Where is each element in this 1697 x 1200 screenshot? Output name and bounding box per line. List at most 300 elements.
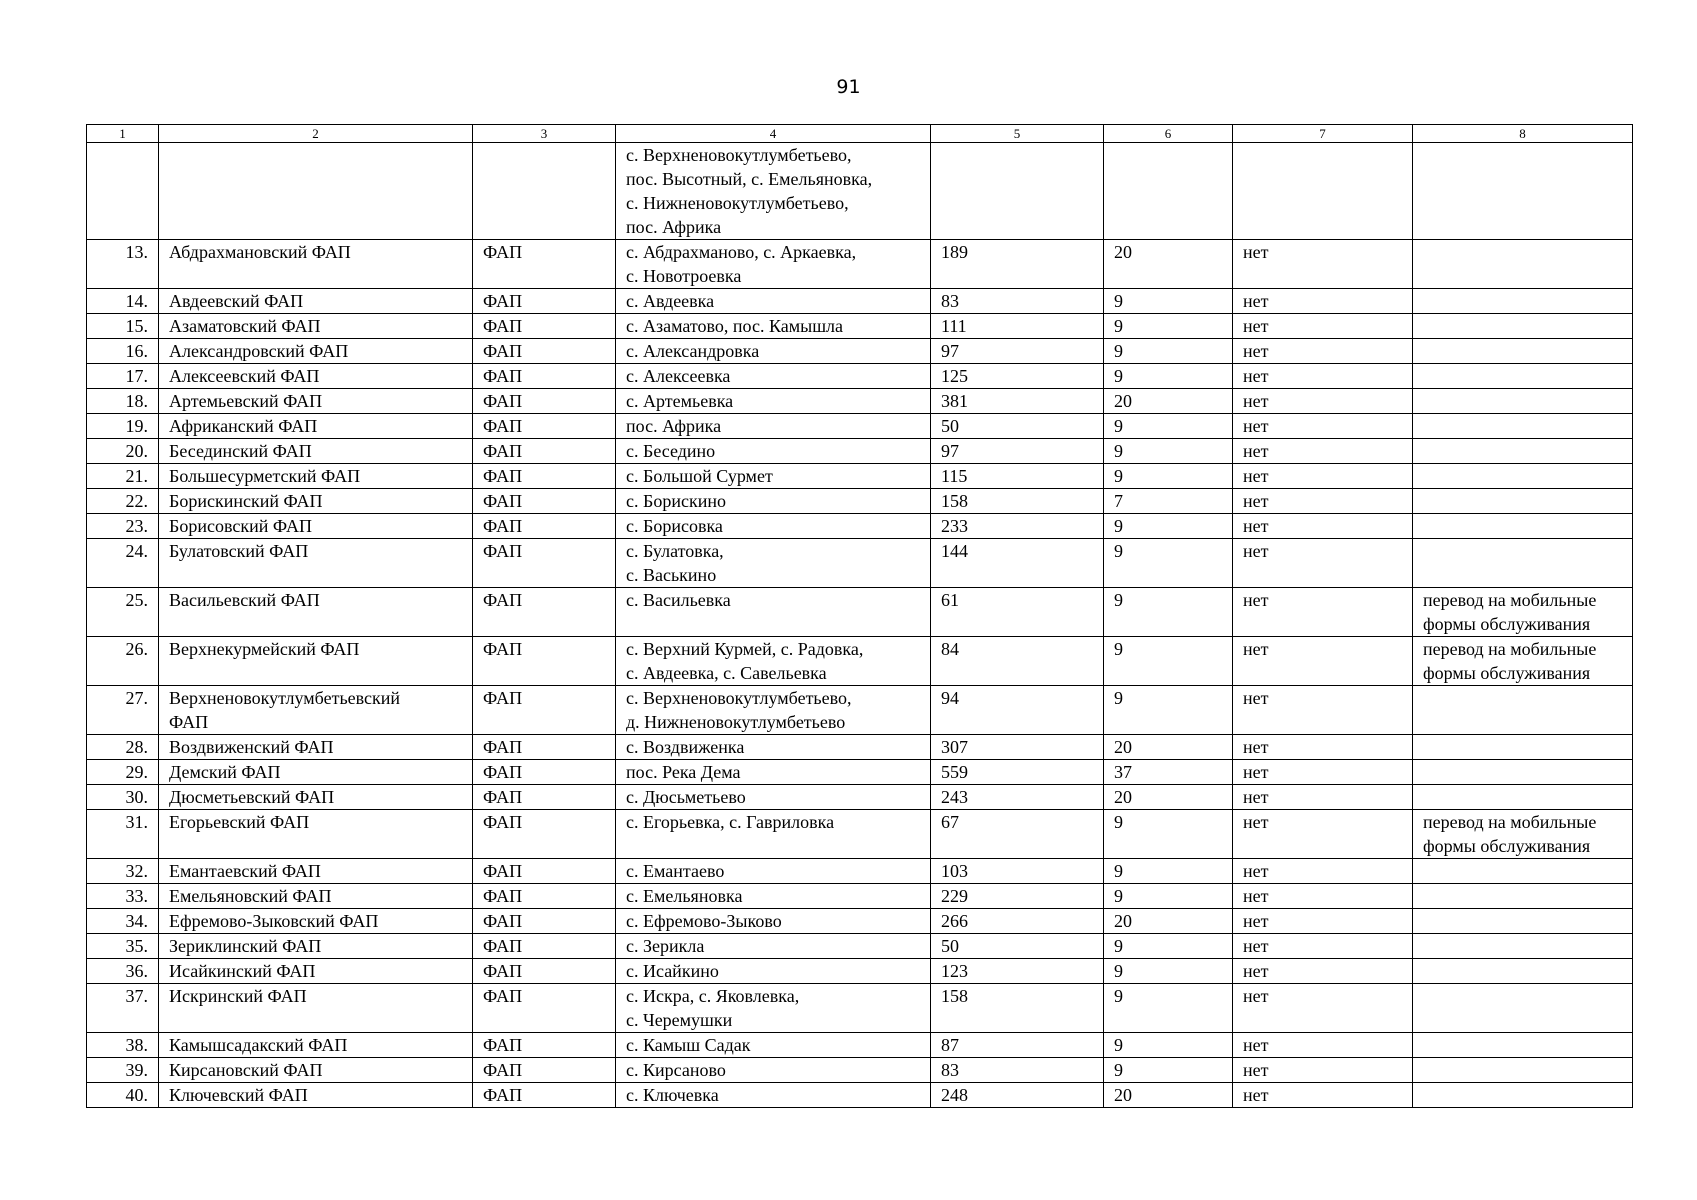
facility-name <box>159 959 473 984</box>
col7-value: нет <box>1233 414 1413 439</box>
col8-note <box>1413 686 1633 735</box>
row-number: 14. <box>87 289 159 314</box>
location-line: с. Егорьевка, с. Гавриловка <box>626 812 835 832</box>
facility-type: ФАП <box>473 588 616 637</box>
facility-type: ФАП <box>473 984 616 1033</box>
row-number: 19. <box>87 414 159 439</box>
served-localities <box>616 859 931 884</box>
facility-type: ФАП <box>473 1083 616 1108</box>
facility-name <box>159 1033 473 1058</box>
col7-value: нет <box>1233 289 1413 314</box>
row-number: 28. <box>87 735 159 760</box>
col8-note <box>1413 984 1633 1033</box>
col8-note <box>1413 909 1633 934</box>
facility-name-line: Авдеевский ФАП <box>169 291 304 311</box>
location-line: с. Искра, с. Яковлевка, <box>626 986 800 1006</box>
facility-name-line: Азаматовский ФАП <box>169 316 321 336</box>
facility-name <box>159 364 473 389</box>
served-localities <box>616 364 931 389</box>
location-line: с. Дюсьметьево <box>626 787 746 807</box>
col7-value: нет <box>1233 1083 1413 1108</box>
facility-name-line: Емельяновский ФАП <box>169 886 332 906</box>
facility-type: ФАП <box>473 389 616 414</box>
facility-name-line: Зериклинский ФАП <box>169 936 322 956</box>
facility-type: ФАП <box>473 289 616 314</box>
facility-type: ФАП <box>473 760 616 785</box>
served-localities <box>616 686 931 735</box>
location-line: с. Зерикла <box>626 936 705 956</box>
row-number: 20. <box>87 439 159 464</box>
col5-value: 115 <box>931 464 1104 489</box>
col6-value: 9 <box>1104 339 1233 364</box>
col6-value: 9 <box>1104 1058 1233 1083</box>
facility-name <box>159 539 473 588</box>
location-line: с. Алексеевка <box>626 366 731 386</box>
col8-note <box>1413 884 1633 909</box>
facility-type: ФАП <box>473 439 616 464</box>
col6-value: 9 <box>1104 1033 1233 1058</box>
note-line: перевод на мобильные <box>1423 812 1597 832</box>
table-row <box>87 934 1633 959</box>
row-number: 29. <box>87 760 159 785</box>
facility-type: ФАП <box>473 959 616 984</box>
col7-value: нет <box>1233 760 1413 785</box>
col8-note <box>1413 588 1633 637</box>
col8-note <box>1413 959 1633 984</box>
facility-type: ФАП <box>473 1058 616 1083</box>
col5-value: 381 <box>931 389 1104 414</box>
facility-type: ФАП <box>473 314 616 339</box>
note-line: формы обслуживания <box>1423 614 1591 634</box>
row-number: 23. <box>87 514 159 539</box>
col5-value: 94 <box>931 686 1104 735</box>
col5-value: 83 <box>931 289 1104 314</box>
facility-name <box>159 240 473 289</box>
facility-name-line: Алексеевский ФАП <box>169 366 320 386</box>
col6-value: 9 <box>1104 884 1233 909</box>
column-number-header-row <box>87 125 1633 143</box>
row-number: 27. <box>87 686 159 735</box>
served-localities <box>616 760 931 785</box>
facility-name <box>159 859 473 884</box>
served-localities <box>616 439 931 464</box>
col5-value: 83 <box>931 1058 1104 1083</box>
table-row <box>87 909 1633 934</box>
facility-name <box>159 884 473 909</box>
location-line: пос. Река Дема <box>626 762 741 782</box>
col8-cell <box>1413 143 1633 240</box>
row-number: 37. <box>87 984 159 1033</box>
facility-type: ФАП <box>473 414 616 439</box>
col8-note <box>1413 1058 1633 1083</box>
facility-type: ФАП <box>473 539 616 588</box>
table-row <box>87 785 1633 810</box>
page-number: 91 <box>836 76 861 98</box>
facility-name-line: Африканский ФАП <box>169 416 318 436</box>
facility-name <box>159 934 473 959</box>
facility-name-line: Верхнекурмейский ФАП <box>169 639 360 659</box>
facility-name <box>159 735 473 760</box>
table-row <box>87 1033 1633 1058</box>
col8-note <box>1413 339 1633 364</box>
location-line: пос. Африка <box>626 416 722 436</box>
facility-name <box>159 637 473 686</box>
facility-name <box>159 514 473 539</box>
note-line: перевод на мобильные <box>1423 639 1597 659</box>
row-number: 21. <box>87 464 159 489</box>
col7-value: нет <box>1233 1058 1413 1083</box>
facility-type: ФАП <box>473 810 616 859</box>
col6-value: 20 <box>1104 1083 1233 1108</box>
col6-value: 9 <box>1104 588 1233 637</box>
table-row <box>87 339 1633 364</box>
location-line: с. Авдеевка, с. Савельевка <box>626 663 827 683</box>
col5-value: 243 <box>931 785 1104 810</box>
facility-name <box>159 489 473 514</box>
facility-type: ФАП <box>473 934 616 959</box>
table-row <box>87 984 1633 1033</box>
location-line: с. Верхненовокутлумбетьево, <box>626 688 852 708</box>
col7-value: нет <box>1233 1033 1413 1058</box>
location-line: с. Васькино <box>626 565 717 585</box>
facility-type: ФАП <box>473 240 616 289</box>
row-number: 33. <box>87 884 159 909</box>
col7-value: нет <box>1233 810 1413 859</box>
col5-value: 125 <box>931 364 1104 389</box>
facility-name-line: Дюсметьевский ФАП <box>169 787 335 807</box>
facility-name-line: Борискинский ФАП <box>169 491 323 511</box>
facility-name <box>159 439 473 464</box>
col6-value: 9 <box>1104 934 1233 959</box>
col8-note <box>1413 314 1633 339</box>
location-line: пос. Высотный, с. Емельяновка, <box>626 169 873 189</box>
table-row <box>87 637 1633 686</box>
col5-value: 189 <box>931 240 1104 289</box>
col6-value: 9 <box>1104 364 1233 389</box>
facility-name <box>159 785 473 810</box>
location-line: с. Верхненовокутлумбетьево, <box>626 145 852 165</box>
col5-value: 144 <box>931 539 1104 588</box>
col8-note <box>1413 810 1633 859</box>
facility-type: ФАП <box>473 686 616 735</box>
served-localities <box>616 909 931 934</box>
facility-type: ФАП <box>473 514 616 539</box>
col7-value: нет <box>1233 314 1413 339</box>
table-row <box>87 1083 1633 1108</box>
col6-value: 9 <box>1104 314 1233 339</box>
served-localities <box>616 339 931 364</box>
facility-type: ФАП <box>473 464 616 489</box>
location-line: с. Артемьевка <box>626 391 734 411</box>
facility-name <box>159 339 473 364</box>
col5-value: 158 <box>931 984 1104 1033</box>
col8-note <box>1413 934 1633 959</box>
table-row <box>87 389 1633 414</box>
served-localities <box>616 984 931 1033</box>
col5-value: 248 <box>931 1083 1104 1108</box>
location-line: с. Емантаево <box>626 861 725 881</box>
served-localities <box>616 489 931 514</box>
facility-type: ФАП <box>473 364 616 389</box>
column-header: 7 <box>1233 125 1413 143</box>
col7-value: нет <box>1233 909 1413 934</box>
served-localities <box>616 959 931 984</box>
column-header: 3 <box>473 125 616 143</box>
facility-type: ФАП <box>473 489 616 514</box>
col5-value: 97 <box>931 339 1104 364</box>
col7-value: нет <box>1233 637 1413 686</box>
facility-name-line: Большесурметский ФАП <box>169 466 361 486</box>
location-line: с. Камыш Садак <box>626 1035 751 1055</box>
row-number: 24. <box>87 539 159 588</box>
facility-type: ФАП <box>473 339 616 364</box>
facility-name-line: Камышсадакский ФАП <box>169 1035 348 1055</box>
facility-name <box>159 984 473 1033</box>
served-localities <box>616 785 931 810</box>
table-row <box>87 686 1633 735</box>
location-line: с. Александровка <box>626 341 760 361</box>
facility-name-line: Исайкинский ФАП <box>169 961 316 981</box>
col7-value: нет <box>1233 339 1413 364</box>
col7-value: нет <box>1233 785 1413 810</box>
col8-note <box>1413 240 1633 289</box>
col7-value: нет <box>1233 588 1413 637</box>
col6-value: 20 <box>1104 389 1233 414</box>
col6-value: 20 <box>1104 909 1233 934</box>
col7-value: нет <box>1233 514 1413 539</box>
table-row <box>87 1058 1633 1083</box>
col7-cell <box>1233 143 1413 240</box>
facility-name-line: Артемьевский ФАП <box>169 391 323 411</box>
column-header: 1 <box>87 125 159 143</box>
col6-cell <box>1104 143 1233 240</box>
facility-name <box>159 810 473 859</box>
col5-value: 307 <box>931 735 1104 760</box>
facility-name-line: Ефремово-Зыковский ФАП <box>169 911 379 931</box>
facility-type: ФАП <box>473 1033 616 1058</box>
facility-name <box>159 314 473 339</box>
col5-value: 50 <box>931 934 1104 959</box>
col6-value: 9 <box>1104 514 1233 539</box>
col5-value: 266 <box>931 909 1104 934</box>
facility-name <box>159 588 473 637</box>
served-localities <box>616 1083 931 1108</box>
row-number: 13. <box>87 240 159 289</box>
col6-value: 9 <box>1104 637 1233 686</box>
facility-name <box>159 1083 473 1108</box>
column-header: 4 <box>616 125 931 143</box>
facility-name-line: Васильевский ФАП <box>169 590 320 610</box>
location-line: с. Воздвиженка <box>626 737 745 757</box>
table-row <box>87 810 1633 859</box>
location-line: с. Абдрахманово, с. Аркаевка, <box>626 242 857 262</box>
served-localities <box>616 637 931 686</box>
location-line: с. Ключевка <box>626 1085 719 1105</box>
served-localities <box>616 464 931 489</box>
col5-value: 559 <box>931 760 1104 785</box>
location-line: с. Васильевка <box>626 590 731 610</box>
col6-value: 9 <box>1104 464 1233 489</box>
table-row <box>87 760 1633 785</box>
location-line: с. Исайкино <box>626 961 719 981</box>
column-header: 8 <box>1413 125 1633 143</box>
row-number: 34. <box>87 909 159 934</box>
col6-value: 9 <box>1104 539 1233 588</box>
table-row <box>87 588 1633 637</box>
number-cell <box>87 143 159 240</box>
facility-name-line: ФАП <box>169 712 209 732</box>
col8-note <box>1413 785 1633 810</box>
row-number: 36. <box>87 959 159 984</box>
facility-name-line: Искринский ФАП <box>169 986 307 1006</box>
facility-name-line: Александровский ФАП <box>169 341 349 361</box>
col8-note <box>1413 389 1633 414</box>
served-localities <box>616 1033 931 1058</box>
col6-value: 9 <box>1104 686 1233 735</box>
col5-value: 87 <box>931 1033 1104 1058</box>
facility-name-line: Бесединский ФАП <box>169 441 312 461</box>
col8-note <box>1413 539 1633 588</box>
served-localities <box>616 810 931 859</box>
served-localities <box>616 539 931 588</box>
served-localities <box>616 934 931 959</box>
facility-name <box>159 1058 473 1083</box>
note-line: перевод на мобильные <box>1423 590 1597 610</box>
location-line: с. Большой Сурмет <box>626 466 773 486</box>
table-row <box>87 364 1633 389</box>
facility-name-line: Борисовский ФАП <box>169 516 312 536</box>
continuation-row <box>87 143 1633 240</box>
col7-value: нет <box>1233 489 1413 514</box>
col6-value: 9 <box>1104 439 1233 464</box>
location-line: с. Верхний Курмей, с. Радовка, <box>626 639 864 659</box>
col8-note <box>1413 489 1633 514</box>
table-row <box>87 314 1633 339</box>
table-row <box>87 240 1633 289</box>
row-number: 22. <box>87 489 159 514</box>
location-line: с. Беседино <box>626 441 716 461</box>
served-localities <box>616 884 931 909</box>
served-localities <box>616 588 931 637</box>
column-header: 5 <box>931 125 1104 143</box>
col8-note <box>1413 364 1633 389</box>
col8-note <box>1413 289 1633 314</box>
location-line: с. Черемушки <box>626 1010 733 1030</box>
table-row <box>87 439 1633 464</box>
served-localities <box>616 289 931 314</box>
col5-value: 158 <box>931 489 1104 514</box>
col5-value: 84 <box>931 637 1104 686</box>
served-localities <box>616 240 931 289</box>
col7-value: нет <box>1233 884 1413 909</box>
row-number: 26. <box>87 637 159 686</box>
row-number: 32. <box>87 859 159 884</box>
served-localities <box>616 414 931 439</box>
column-header: 6 <box>1104 125 1233 143</box>
row-number: 31. <box>87 810 159 859</box>
col7-value: нет <box>1233 389 1413 414</box>
col7-value: нет <box>1233 464 1413 489</box>
facility-name <box>159 389 473 414</box>
table-row <box>87 289 1633 314</box>
col7-value: нет <box>1233 959 1413 984</box>
note-line: формы обслуживания <box>1423 663 1591 683</box>
locations-cell <box>616 143 931 240</box>
col6-value: 37 <box>1104 760 1233 785</box>
facility-type: ФАП <box>473 859 616 884</box>
col7-value: нет <box>1233 539 1413 588</box>
location-line: с. Авдеевка <box>626 291 715 311</box>
col5-cell <box>931 143 1104 240</box>
col6-value: 9 <box>1104 414 1233 439</box>
facility-name <box>159 464 473 489</box>
table-row <box>87 514 1633 539</box>
col7-value: нет <box>1233 984 1413 1033</box>
served-localities <box>616 389 931 414</box>
facility-name-line: Демский ФАП <box>169 762 281 782</box>
col8-note <box>1413 414 1633 439</box>
facility-type: ФАП <box>473 909 616 934</box>
facility-name-line: Егорьевский ФАП <box>169 812 310 832</box>
fap-table <box>86 124 1633 1108</box>
table-row <box>87 414 1633 439</box>
facility-name-line: Абдрахмановский ФАП <box>169 242 351 262</box>
served-localities <box>616 735 931 760</box>
facility-name-line: Верхненовокутлумбетьевский <box>169 688 401 708</box>
name-cell <box>159 143 473 240</box>
facility-name <box>159 760 473 785</box>
row-number: 17. <box>87 364 159 389</box>
location-line: с. Булатовка, <box>626 541 724 561</box>
facility-type: ФАП <box>473 785 616 810</box>
facility-type: ФАП <box>473 637 616 686</box>
col5-value: 97 <box>931 439 1104 464</box>
location-line: с. Новотроевка <box>626 266 742 286</box>
facility-name <box>159 909 473 934</box>
row-number: 15. <box>87 314 159 339</box>
col7-value: нет <box>1233 934 1413 959</box>
table-row <box>87 959 1633 984</box>
row-number: 40. <box>87 1083 159 1108</box>
col7-value: нет <box>1233 364 1413 389</box>
table-row <box>87 735 1633 760</box>
location-line: с. Ефремово-Зыково <box>626 911 782 931</box>
col5-value: 233 <box>931 514 1104 539</box>
row-number: 30. <box>87 785 159 810</box>
row-number: 25. <box>87 588 159 637</box>
location-line: пос. Африка <box>626 217 722 237</box>
note-line: формы обслуживания <box>1423 836 1591 856</box>
col5-value: 111 <box>931 314 1104 339</box>
column-header: 2 <box>159 125 473 143</box>
location-line: с. Борискино <box>626 491 726 511</box>
facility-name <box>159 686 473 735</box>
location-line: с. Кирсаново <box>626 1060 726 1080</box>
facility-type: ФАП <box>473 884 616 909</box>
served-localities <box>616 1058 931 1083</box>
row-number: 18. <box>87 389 159 414</box>
col7-value: нет <box>1233 240 1413 289</box>
col8-note <box>1413 760 1633 785</box>
col5-value: 103 <box>931 859 1104 884</box>
served-localities <box>616 314 931 339</box>
facility-type: ФАП <box>473 735 616 760</box>
col7-value: нет <box>1233 439 1413 464</box>
col8-note <box>1413 1033 1633 1058</box>
col6-value: 9 <box>1104 289 1233 314</box>
table-row <box>87 884 1633 909</box>
col6-value: 9 <box>1104 984 1233 1033</box>
